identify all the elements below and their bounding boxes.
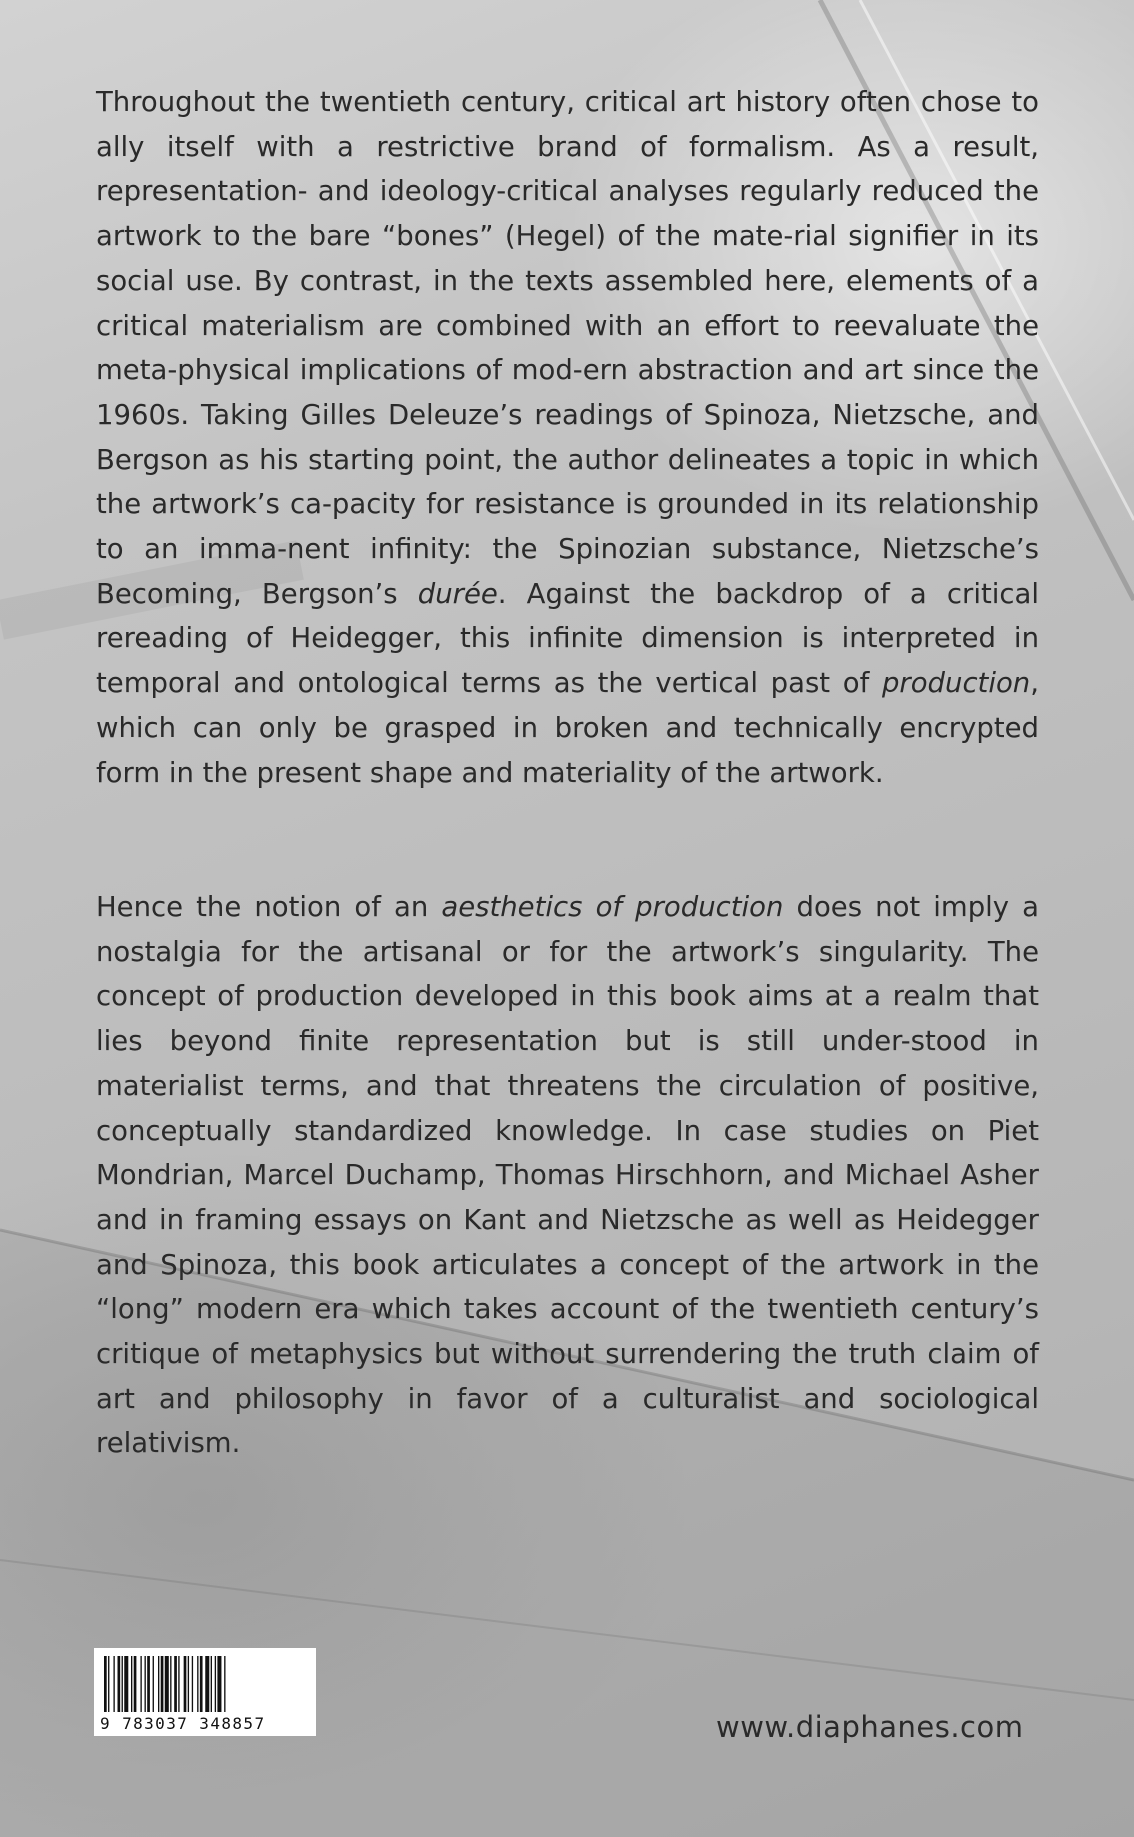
barcode-bar <box>188 1656 189 1712</box>
publisher-website: www.diaphanes.com <box>716 1710 1024 1744</box>
isbn-number: 9 783037 348857 <box>100 1714 266 1733</box>
barcode-bar <box>118 1656 121 1712</box>
barcode-bar <box>217 1656 221 1712</box>
description-paragraph-2 <box>96 885 1039 1466</box>
barcode-bar <box>153 1656 154 1712</box>
barcode-bar <box>140 1656 141 1712</box>
barcode-bar <box>131 1656 132 1712</box>
barcode-bars <box>104 1656 306 1712</box>
text-run: . Against the backdrop of a critical rereading of Heidegger, this infinite dimension is interpreted in temporal and ontological terms as the vertical past of <box>96 577 1039 700</box>
text-run: , which can only be grasped in broken and technically encrypted form in the present shape and materiality of the artwork. <box>96 667 1039 789</box>
barcode-bar <box>165 1656 169 1712</box>
barcode-bar <box>224 1656 225 1712</box>
barcode-bar <box>113 1656 114 1712</box>
barcode-bar <box>158 1656 159 1712</box>
barcode-bar <box>174 1656 177 1712</box>
description-paragraph-1 <box>96 80 1039 795</box>
barcode-bar <box>211 1656 212 1712</box>
barcode-bar <box>200 1656 203 1712</box>
barcode-bar <box>178 1656 179 1712</box>
text-run: Throughout the twentieth century, critical art history often chose to ally itself with a restrictive brand of formalism. As a result, representation- and ideology-critical analyses regularly reduced the artwork to the bare “bones” (Hegel) of the mate-rial signifier in its social use. By contrast, in the texts assembled here, elements of a critical materialism are combined with an effort to reevaluate the meta-physical implications of mod-ern abstraction and art since the 1960s. Taking Gilles Deleuze’s readings of Spinoza, Nietzsche, and Bergson as his starting point, the author delineates a topic in which the artwork’s ca-pacity for resistance is grounded in its relationship to an imma-nent infinity: the Spinozian substance, Nietzsche’s Becoming, Bergson’s <box>96 86 1039 610</box>
barcode-bar <box>104 1656 107 1712</box>
barcode-bar <box>215 1656 216 1712</box>
barcode-bar <box>197 1656 198 1712</box>
italic-text-run: durée <box>417 577 498 610</box>
text-run: Hence the notion of an <box>96 891 442 923</box>
barcode-bar <box>145 1656 146 1712</box>
barcode-bar <box>147 1656 150 1712</box>
barcode-bar <box>108 1656 109 1712</box>
italic-text-run: aesthetics of production <box>441 891 784 923</box>
isbn-barcode <box>94 1648 316 1736</box>
barcode-bar <box>184 1656 187 1712</box>
text-run: does not imply a nostalgia for the artisanal or for the artwork’s singularity. The concept of production developed in this book aims at a realm that lies beyond finite representation but is still under-stood in materialist terms, and that threatens the circulation of positive, conceptually standardized knowledge. In case studies on Piet Mondrian, Marcel Duchamp, Thomas Hirschhorn, and Michael Asher and in framing essays on Kant and Nietzsche as well as Heidegger and Spinoza, this book articulates a concept of the artwork in the “long” modern era which takes account of the twentieth century’s critique of metaphysics but without surrendering the truth claim of art and philosophy in favor of a culturalist and sociological relativism. <box>96 891 1040 1460</box>
italic-text-run: production <box>881 667 1031 700</box>
barcode-bar <box>161 1656 164 1712</box>
barcode-bar <box>170 1656 171 1712</box>
barcode-bar <box>124 1656 128 1712</box>
barcode-bar <box>134 1656 137 1712</box>
barcode-bar <box>192 1656 193 1712</box>
barcode-bar <box>122 1656 123 1712</box>
barcode-bar <box>205 1656 209 1712</box>
